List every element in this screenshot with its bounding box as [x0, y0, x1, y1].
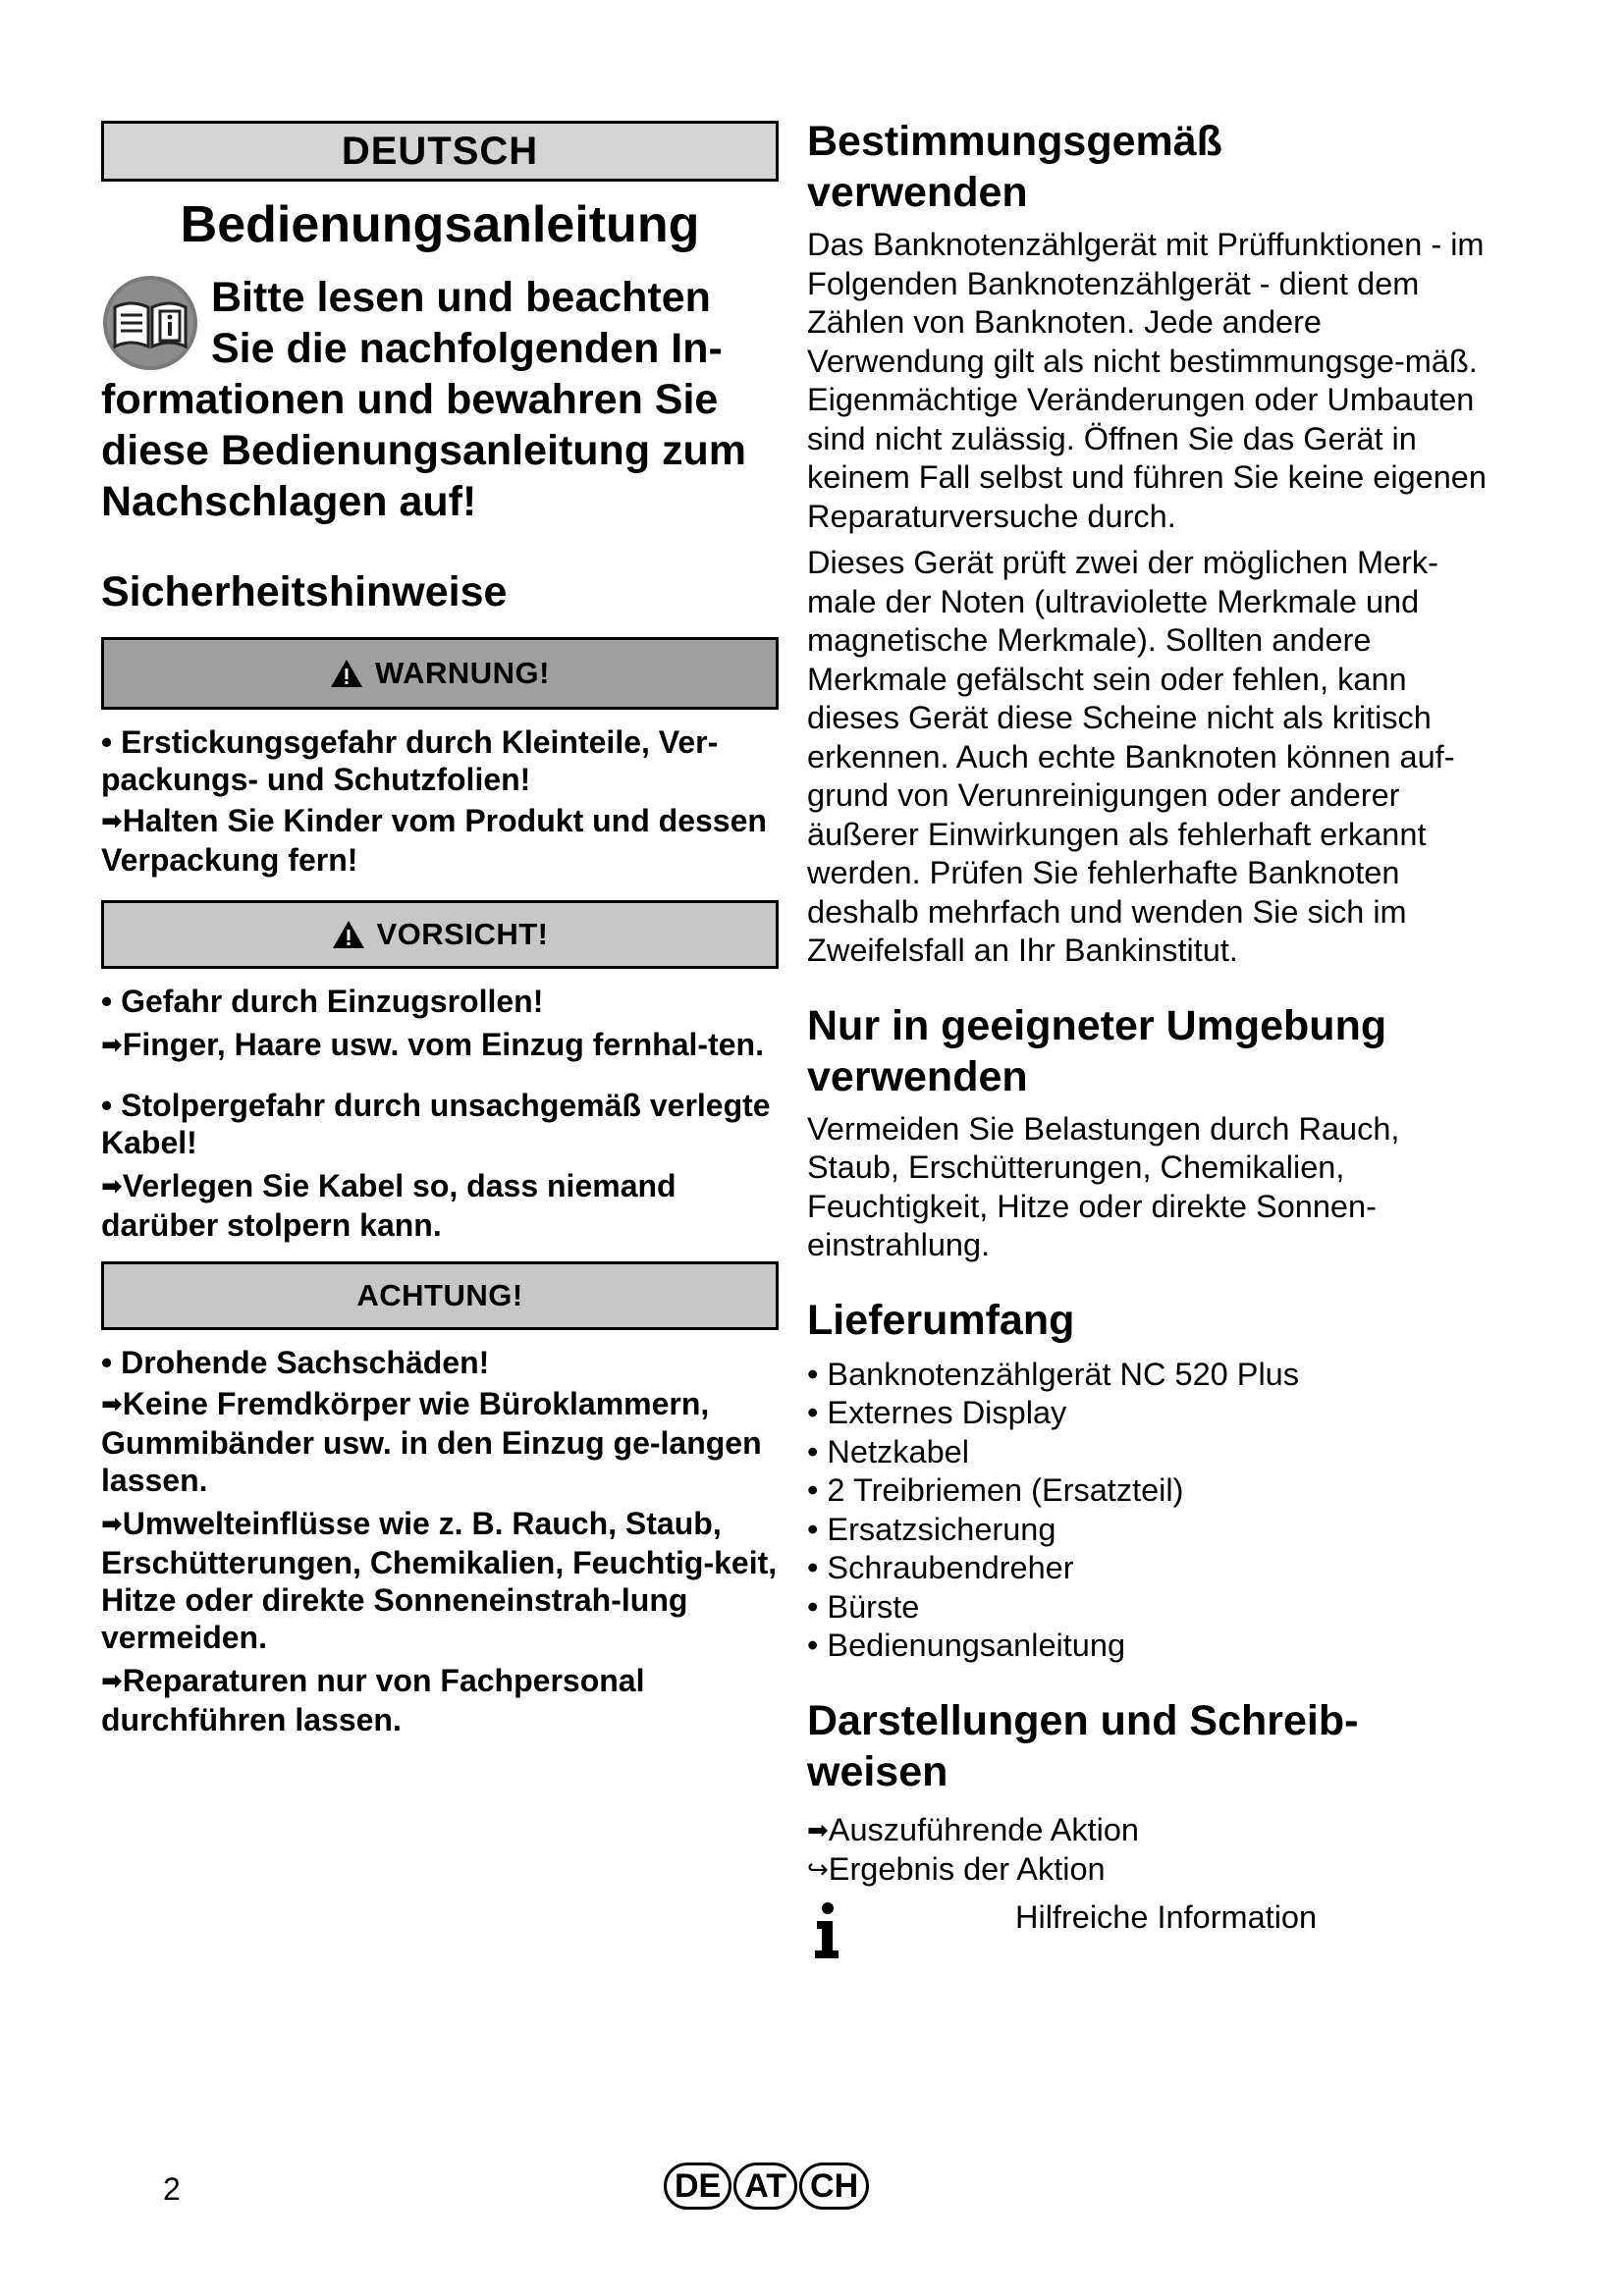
environment-heading: Nur in geeigneter Umgebung verwenden	[807, 1001, 1387, 1100]
manual-book-icon	[101, 274, 199, 372]
intro-line: Nachschlagen auf!	[101, 478, 477, 525]
caution-bar	[101, 900, 779, 969]
right-column	[807, 116, 1494, 1964]
conventions-heading: Darstellungen und Schreib- weisen	[807, 1696, 1359, 1795]
convention-action: ➡Auszuführende Aktion	[807, 1811, 1139, 1847]
warning-bar	[101, 637, 779, 710]
caution-action-1: ➡Finger, Haare usw. vom Einzug fernhal-ten.	[101, 1027, 764, 1062]
list-item: • Bedienungsanleitung	[807, 1627, 1494, 1666]
country-badge-ch: CH	[799, 2163, 869, 2210]
intro-line: Bitte lesen und beachten	[211, 274, 711, 321]
arrow-icon: ➡	[101, 1389, 123, 1418]
result-arrow-icon: ↪	[807, 1853, 829, 1884]
list-item: • Externes Display	[807, 1394, 1494, 1433]
country-badges	[664, 2163, 869, 2210]
info-text: Hilfreiche Information	[1015, 1898, 1318, 1935]
intro-line: diese Bedienungsanleitung zum	[101, 427, 747, 474]
left-column	[101, 121, 779, 1738]
caution-hazard-1: • Gefahr durch Einzugsrollen!	[101, 984, 544, 1019]
page-title: Bedienungsanleitung	[180, 196, 700, 253]
attention-label: ACHTUNG!	[356, 1278, 523, 1312]
caution-label: VORSICHT!	[376, 917, 549, 951]
attention-hazard: • Drohende Sachschäden!	[101, 1345, 490, 1380]
intro-line: formationen und bewahren Sie	[101, 376, 719, 423]
arrow-icon: ➡	[807, 1814, 829, 1844]
arrow-icon: ➡	[101, 1509, 123, 1538]
attention-action-1: ➡Keine Fremdkörper wie Büroklammern, Gummibänder usw. in den Einzug ge-langen lassen.	[101, 1386, 762, 1498]
list-item: • 2 Treibriemen (Ersatzteil)	[807, 1471, 1494, 1511]
list-item: • Ersatzsicherung	[807, 1511, 1494, 1550]
list-item: • Banknotenzählgerät NC 520 Plus	[807, 1356, 1494, 1395]
arrow-icon: ➡	[101, 1171, 123, 1201]
attention-bar	[101, 1261, 779, 1330]
warning-hazard: • Erstickungsgefahr durch Kleinteile, Ver-packungs- und Schutzfolien!	[101, 724, 719, 797]
scope-list	[807, 1356, 1494, 1666]
warning-action: ➡Halten Sie Kinder vom Produkt und dessen Verpackung fern!	[101, 803, 767, 878]
intro-notice	[101, 272, 779, 527]
warning-triangle-icon	[332, 920, 365, 949]
arrow-icon: ➡	[101, 806, 123, 835]
intro-line: Sie die nachfolgenden In-	[211, 325, 723, 372]
conventions-list	[807, 1811, 1494, 1890]
intended-use-paragraph-1: Das Banknotenzählgerät mit Prüffunktionen - im Folgenden Banknotenzählgerät - dient dem Zählen von Banknoten. Jede andere Verwendung gilt als nicht bestimmungsge-mäß. Eigenmächtige Veränderungen oder Umbauten sind nicht zulässig. Öffnen Sie das Gerät in keinem Fall selbst und führen Sie keine eigenen Reparaturversuche durch.	[807, 227, 1487, 534]
warning-label: WARNUNG!	[375, 656, 550, 690]
list-item: • Netzkabel	[807, 1433, 1494, 1472]
scope-heading: Lieferumfang	[807, 1296, 1075, 1344]
language-header: DEUTSCH	[101, 121, 779, 182]
country-badge-at: AT	[733, 2163, 797, 2210]
arrow-icon: ➡	[101, 1030, 123, 1059]
country-badge-de: DE	[664, 2163, 731, 2210]
convention-info	[807, 1896, 1494, 1964]
safety-heading: Sicherheitshinweise	[101, 568, 508, 615]
warning-triangle-icon	[330, 659, 363, 688]
intended-use-paragraph-2: Dieses Gerät prüft zwei der möglichen Merk-male der Noten (ultraviolette Merkmale und magnetische Merkmale). Sollten andere Merkmale gefälscht sein oder fehlen, kann dieses Gerät diese Scheine nicht als kritisch erkennen. Auch echte Banknoten können auf-grund von Verunreinigungen oder anderer äußerer Einwirkungen als fehlerhaft erkannt werden. Prüfen Sie fehlerhafte Banknoten deshalb mehrfach und wenden Sie sich im Zweifelsfall an Ihr Bankinstitut.	[807, 545, 1455, 968]
caution-action-2: ➡Verlegen Sie Kabel so, dass niemand darüber stolpern kann.	[101, 1168, 677, 1243]
attention-action-3: ➡Reparaturen nur von Fachpersonal durchführen lassen.	[101, 1663, 645, 1737]
page-number: 2	[163, 2171, 181, 2207]
info-icon	[811, 1901, 844, 1960]
attention-action-2: ➡Umwelteinflüsse wie z. B. Rauch, Staub, Erschütterungen, Chemikalien, Feuchtig-keit, Hitze oder direkte Sonneneinstrah-lung vermeiden.	[101, 1506, 778, 1655]
arrow-icon: ➡	[101, 1666, 123, 1695]
list-item: • Schraubendreher	[807, 1549, 1494, 1588]
convention-result: ↪Ergebnis der Aktion	[807, 1850, 1106, 1887]
environment-paragraph: Vermeiden Sie Belastungen durch Rauch, Staub, Erschütterungen, Chemikalien, Feuchtigkeit, Hitze oder direkte Sonnen-einstrahlung.	[807, 1110, 1400, 1262]
list-item: • Bürste	[807, 1588, 1494, 1628]
caution-hazard-2: • Stolpergefahr durch unsachgemäß verlegte Kabel!	[101, 1088, 771, 1160]
intended-use-heading: Bestimmungsgemäß verwenden	[807, 118, 1222, 216]
